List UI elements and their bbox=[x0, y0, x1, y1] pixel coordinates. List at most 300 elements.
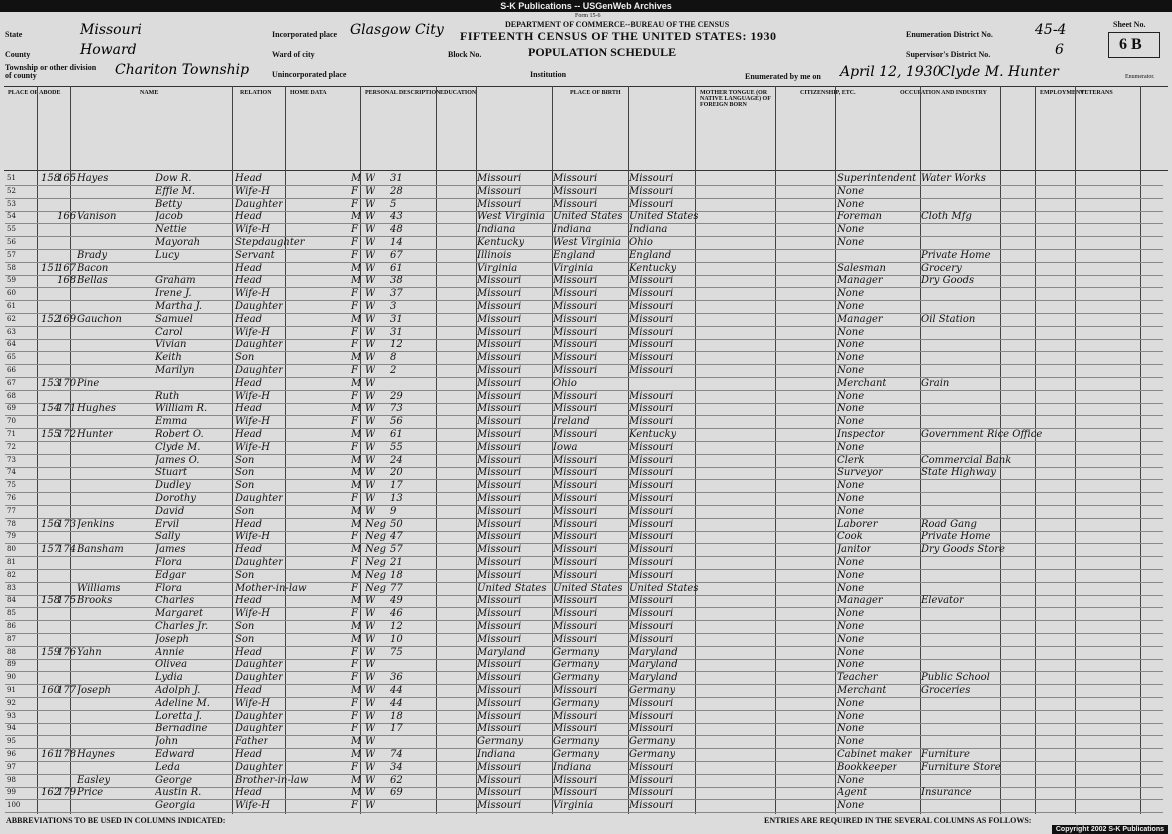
mother-birthplace: Missouri bbox=[629, 761, 674, 773]
sex: F bbox=[351, 224, 358, 236]
race: W bbox=[365, 339, 376, 351]
given-name: Jacob bbox=[155, 211, 183, 223]
industry: Private Home bbox=[921, 249, 991, 261]
father-birthplace: Missouri bbox=[553, 557, 598, 568]
given-name: Georgia bbox=[155, 800, 196, 812]
relation: Son bbox=[235, 569, 255, 581]
sex: M bbox=[351, 505, 362, 517]
age: 20 bbox=[390, 467, 403, 479]
relation: Head bbox=[235, 749, 263, 760]
state-label: State bbox=[5, 30, 23, 39]
father-birthplace: England bbox=[553, 249, 596, 261]
sex: M bbox=[351, 173, 362, 184]
race: W bbox=[365, 173, 376, 184]
age: 21 bbox=[390, 557, 403, 568]
age: 38 bbox=[390, 275, 403, 287]
race: W bbox=[365, 800, 376, 812]
line-number: 72 bbox=[7, 442, 16, 451]
dwelling-number: 152 bbox=[41, 313, 61, 325]
father-birthplace: Missouri bbox=[553, 326, 598, 338]
person-birthplace: Missouri bbox=[477, 403, 522, 415]
mother-birthplace: Missouri bbox=[629, 288, 674, 300]
given-name: Martha J. bbox=[155, 301, 202, 312]
mother-birthplace: Maryland bbox=[629, 646, 678, 658]
father-birthplace: Missouri bbox=[553, 454, 598, 466]
father-birthplace: Germany bbox=[553, 749, 600, 760]
person-birthplace: Missouri bbox=[477, 787, 522, 799]
person-birthplace: Missouri bbox=[477, 608, 522, 620]
relation: Wife-H bbox=[235, 185, 271, 197]
occupation: None bbox=[837, 774, 865, 786]
mother-birthplace: Missouri bbox=[629, 787, 674, 799]
relation: Head bbox=[235, 518, 263, 530]
relation: Father bbox=[235, 736, 269, 748]
header-top-rule bbox=[4, 86, 1168, 87]
occupation: Manager bbox=[837, 275, 883, 287]
person-birthplace: Missouri bbox=[477, 557, 522, 568]
age: 31 bbox=[390, 173, 403, 184]
person-birthplace: Missouri bbox=[477, 595, 522, 607]
father-birthplace: United States bbox=[553, 582, 623, 594]
industry: Dry Goods bbox=[921, 275, 975, 287]
mother-birthplace: Missouri bbox=[629, 313, 674, 325]
age: 28 bbox=[390, 185, 403, 197]
race: W bbox=[365, 390, 376, 402]
relation: Head bbox=[235, 429, 263, 440]
sex: F bbox=[351, 441, 358, 453]
surname: Hayes bbox=[77, 173, 109, 184]
father-birthplace: Ireland bbox=[553, 416, 590, 428]
person-birthplace: Missouri bbox=[477, 288, 522, 300]
mother-birthplace: Missouri bbox=[629, 518, 674, 530]
sex: M bbox=[351, 774, 362, 786]
line-number: 97 bbox=[7, 762, 16, 771]
sex: F bbox=[351, 301, 358, 312]
surname: Hughes bbox=[77, 403, 117, 415]
given-name: Bernadine bbox=[155, 723, 208, 735]
given-name: Lucy bbox=[155, 249, 180, 261]
unincorporated-label: Unincorporated place bbox=[272, 70, 347, 79]
occupation: None bbox=[837, 646, 865, 658]
race: W bbox=[365, 441, 376, 453]
age: 61 bbox=[390, 262, 403, 274]
line-number: 78 bbox=[7, 519, 16, 528]
occupation: Superintendent bbox=[837, 173, 917, 184]
father-birthplace: Missouri bbox=[553, 595, 598, 607]
surname: Vanison bbox=[77, 211, 117, 223]
sex: F bbox=[351, 326, 358, 338]
occupation: Clerk bbox=[837, 454, 865, 466]
incorporated-label: Incorporated place bbox=[272, 30, 338, 39]
occupation: None bbox=[837, 403, 865, 415]
given-name: Edward bbox=[155, 749, 195, 760]
township-label: Township or other division of county bbox=[5, 63, 97, 80]
person-birthplace: Missouri bbox=[477, 301, 522, 312]
relation: Wife-H bbox=[235, 608, 271, 620]
person-birthplace: Missouri bbox=[477, 505, 522, 517]
occupation: Bookkeeper bbox=[837, 761, 898, 773]
race: W bbox=[365, 480, 376, 492]
industry: Cloth Mfg bbox=[921, 211, 972, 223]
person-birthplace: Missouri bbox=[477, 697, 522, 709]
archive-title-bar: S-K Publications -- USGenWeb Archives bbox=[0, 0, 1172, 12]
dwelling-number: 158 bbox=[41, 595, 61, 607]
occupation: None bbox=[837, 301, 865, 312]
dwelling-number: 162 bbox=[41, 787, 61, 799]
occupation: None bbox=[837, 800, 865, 812]
line-number: 52 bbox=[7, 186, 16, 195]
relation: Head bbox=[235, 262, 263, 274]
occupation: None bbox=[837, 633, 865, 645]
father-birthplace: Ohio bbox=[553, 377, 577, 389]
sex: M bbox=[351, 403, 362, 415]
line-number: 60 bbox=[7, 289, 16, 298]
race: W bbox=[365, 761, 376, 773]
surname: Williams bbox=[77, 582, 121, 594]
section-employment: EMPLOYMENT bbox=[1040, 90, 1085, 96]
father-birthplace: Missouri bbox=[553, 710, 598, 722]
line-number: 64 bbox=[7, 340, 16, 349]
given-name: Dow R. bbox=[155, 173, 192, 184]
person-birthplace: Missouri bbox=[477, 723, 522, 735]
father-birthplace: Germany bbox=[553, 697, 600, 709]
person-birthplace: Missouri bbox=[477, 518, 522, 530]
industry: Insurance bbox=[921, 787, 972, 799]
enum-district-value: 45-4 bbox=[1035, 22, 1067, 38]
sex: F bbox=[351, 339, 358, 351]
occupation: None bbox=[837, 621, 865, 632]
occupation: None bbox=[837, 390, 865, 402]
given-name: Emma bbox=[155, 416, 188, 428]
age: 48 bbox=[390, 224, 403, 236]
father-birthplace: United States bbox=[553, 211, 623, 223]
mother-birthplace: Missouri bbox=[629, 557, 674, 568]
mother-birthplace: United States bbox=[629, 211, 699, 223]
line-number: 92 bbox=[7, 698, 16, 707]
race: Neg bbox=[365, 557, 387, 568]
relation: Son bbox=[235, 454, 255, 466]
mother-birthplace: Missouri bbox=[629, 569, 674, 581]
father-birthplace: Missouri bbox=[553, 173, 598, 184]
father-birthplace: Missouri bbox=[553, 301, 598, 312]
mother-birthplace: Missouri bbox=[629, 467, 674, 479]
sex: F bbox=[351, 761, 358, 773]
county-label: County bbox=[5, 50, 31, 59]
sex: F bbox=[351, 390, 358, 402]
relation: Head bbox=[235, 595, 263, 607]
mother-birthplace: Missouri bbox=[629, 326, 674, 338]
age: 9 bbox=[390, 505, 397, 517]
relation: Son bbox=[235, 352, 255, 364]
mother-birthplace: Missouri bbox=[629, 493, 674, 504]
given-name: Betty bbox=[155, 198, 182, 210]
race: W bbox=[365, 710, 376, 722]
relation: Daughter bbox=[235, 198, 283, 210]
relation: Head bbox=[235, 544, 263, 556]
line-number: 71 bbox=[7, 430, 16, 438]
given-name: John bbox=[155, 736, 178, 748]
sex: F bbox=[351, 710, 358, 722]
section-citizenship: CITIZENSHIP, ETC. bbox=[800, 90, 856, 96]
race: W bbox=[365, 288, 376, 300]
relation: Daughter bbox=[235, 723, 283, 735]
occupation: None bbox=[837, 416, 865, 428]
mother-birthplace: Missouri bbox=[629, 531, 674, 543]
sex: M bbox=[351, 787, 362, 799]
surname: Brady bbox=[77, 249, 108, 261]
family-number: 176 bbox=[57, 646, 77, 658]
line-number: 91 bbox=[7, 686, 16, 694]
sex: F bbox=[351, 800, 358, 812]
supervisor-value: 6 bbox=[1055, 42, 1064, 58]
occupation: None bbox=[837, 723, 865, 735]
mother-birthplace: England bbox=[629, 249, 672, 261]
occupation: Agent bbox=[837, 787, 867, 799]
given-name: Mayorah bbox=[155, 237, 201, 248]
dwelling-number: 153 bbox=[41, 377, 61, 389]
mother-birthplace: Missouri bbox=[629, 403, 674, 415]
age: 2 bbox=[390, 365, 397, 376]
given-name: Austin R. bbox=[155, 787, 202, 799]
race: W bbox=[365, 249, 376, 261]
occupation: Laborer bbox=[837, 518, 878, 530]
age: 46 bbox=[390, 608, 403, 620]
surname: Hunter bbox=[77, 429, 114, 440]
industry: Grain bbox=[921, 377, 950, 389]
mother-birthplace: Missouri bbox=[629, 441, 674, 453]
line-number: 82 bbox=[7, 570, 16, 579]
surname: Haynes bbox=[77, 749, 115, 760]
industry: Water Works bbox=[921, 173, 986, 184]
sex: F bbox=[351, 365, 358, 376]
sex: F bbox=[351, 185, 358, 197]
person-birthplace: Missouri bbox=[477, 377, 522, 389]
line-number: 51 bbox=[7, 174, 16, 182]
line-number: 88 bbox=[7, 647, 16, 656]
race: W bbox=[365, 467, 376, 479]
father-birthplace: Indiana bbox=[553, 761, 592, 773]
relation: Daughter bbox=[235, 365, 283, 376]
given-name: Flora bbox=[155, 582, 182, 594]
age: 55 bbox=[390, 441, 403, 453]
given-name: Clyde M. bbox=[155, 441, 201, 453]
occupation: None bbox=[837, 326, 865, 338]
occupation: None bbox=[837, 557, 865, 568]
relation: Head bbox=[235, 685, 263, 696]
given-name: Stuart bbox=[155, 467, 188, 479]
line-number: 58 bbox=[7, 263, 16, 272]
given-name: Carol bbox=[155, 326, 183, 338]
line-number: 99 bbox=[7, 788, 16, 797]
surname: Brooks bbox=[77, 595, 113, 607]
person-birthplace: Indiana bbox=[477, 749, 516, 760]
age: 57 bbox=[390, 544, 403, 556]
person-birthplace: United States bbox=[477, 582, 547, 594]
person-birthplace: Missouri bbox=[477, 672, 522, 684]
line-number: 66 bbox=[7, 366, 16, 374]
father-birthplace: Missouri bbox=[553, 774, 598, 786]
sex: F bbox=[351, 557, 358, 568]
race: W bbox=[365, 749, 376, 760]
sex: M bbox=[351, 749, 362, 760]
age: 36 bbox=[390, 672, 403, 684]
given-name: Adolph J. bbox=[155, 685, 201, 696]
race: W bbox=[365, 377, 376, 389]
occupation: Foreman bbox=[837, 211, 882, 223]
family-number: 171 bbox=[57, 403, 77, 415]
line-number: 53 bbox=[7, 199, 16, 208]
race: W bbox=[365, 365, 376, 376]
section-occupation: OCCUPATION AND INDUSTRY bbox=[900, 90, 987, 96]
sex: F bbox=[351, 582, 358, 594]
supervisor-label: Supervisor's District No. bbox=[906, 50, 991, 59]
given-name: Flora bbox=[155, 557, 182, 568]
sex: M bbox=[351, 275, 362, 287]
mother-birthplace: Missouri bbox=[629, 800, 674, 812]
mother-birthplace: Missouri bbox=[629, 633, 674, 645]
footer bbox=[4, 816, 1168, 832]
sex: M bbox=[351, 467, 362, 479]
mother-birthplace: Missouri bbox=[629, 198, 674, 210]
line-number: 70 bbox=[7, 417, 16, 426]
mother-birthplace: Missouri bbox=[629, 390, 674, 402]
relation: Son bbox=[235, 633, 255, 645]
mother-birthplace: Ohio bbox=[629, 237, 653, 248]
relation: Head bbox=[235, 646, 263, 658]
family-number: 174 bbox=[57, 544, 77, 556]
section-place-of-abode: PLACE OF ABODE bbox=[8, 90, 61, 96]
abbreviations-title: ABBREVIATIONS TO BE USED IN COLUMNS INDICATED: bbox=[6, 816, 226, 825]
given-name: Samuel bbox=[155, 313, 193, 325]
race: W bbox=[365, 787, 376, 799]
age: 62 bbox=[390, 774, 403, 786]
person-birthplace: Missouri bbox=[477, 480, 522, 492]
given-name: Dorothy bbox=[155, 493, 196, 504]
person-birthplace: Missouri bbox=[477, 467, 522, 479]
age: 29 bbox=[390, 390, 403, 402]
family-number: 165 bbox=[57, 173, 77, 184]
sex: M bbox=[351, 518, 362, 530]
person-birthplace: Missouri bbox=[477, 198, 522, 210]
relation: Servant bbox=[235, 249, 275, 261]
relation: Head bbox=[235, 377, 263, 389]
given-name: Graham bbox=[155, 275, 196, 287]
sex: M bbox=[351, 621, 362, 632]
race: W bbox=[365, 275, 376, 287]
line-number: 63 bbox=[7, 327, 16, 336]
sex: M bbox=[351, 211, 362, 223]
sex: F bbox=[351, 608, 358, 620]
sex: M bbox=[351, 633, 362, 645]
sex: F bbox=[351, 659, 358, 671]
line-number: 83 bbox=[7, 583, 16, 592]
person-birthplace: Missouri bbox=[477, 429, 522, 440]
race: Neg bbox=[365, 544, 387, 556]
relation: Daughter bbox=[235, 710, 283, 722]
given-name: Irene J. bbox=[155, 288, 192, 300]
father-birthplace: Missouri bbox=[553, 480, 598, 492]
line-number: 81 bbox=[7, 558, 16, 566]
father-birthplace: Germany bbox=[553, 659, 600, 671]
sex: M bbox=[351, 569, 362, 581]
sex: M bbox=[351, 377, 362, 389]
mother-birthplace: Missouri bbox=[629, 301, 674, 312]
occupation: None bbox=[837, 569, 865, 581]
occupation: None bbox=[837, 224, 865, 236]
age: 74 bbox=[390, 749, 403, 760]
line-number: 80 bbox=[7, 545, 16, 554]
age: 49 bbox=[390, 595, 403, 607]
sex: M bbox=[351, 313, 362, 325]
family-number: 166 bbox=[57, 211, 77, 223]
occupation: Surveyor bbox=[837, 467, 884, 479]
township-value: Chariton Township bbox=[115, 62, 250, 78]
mother-birthplace: Missouri bbox=[629, 480, 674, 492]
race: W bbox=[365, 685, 376, 696]
given-name: Nettie bbox=[155, 224, 187, 236]
race: Neg bbox=[365, 518, 387, 530]
given-name: Leda bbox=[155, 761, 180, 773]
age: 75 bbox=[390, 646, 403, 658]
age: 17 bbox=[390, 480, 403, 492]
relation: Son bbox=[235, 480, 255, 492]
given-name: Vivian bbox=[155, 339, 187, 351]
race: W bbox=[365, 237, 376, 248]
relation: Head bbox=[235, 275, 263, 287]
person-birthplace: Missouri bbox=[477, 326, 522, 338]
family-number: 179 bbox=[57, 787, 77, 799]
occupation: None bbox=[837, 441, 865, 453]
relation: Mother-in-law bbox=[235, 582, 307, 594]
age: 3 bbox=[390, 301, 397, 312]
father-birthplace: Missouri bbox=[553, 275, 598, 287]
father-birthplace: Missouri bbox=[553, 685, 598, 696]
mother-birthplace: Missouri bbox=[629, 608, 674, 620]
industry: Groceries bbox=[921, 685, 971, 696]
person-birthplace: Virginia bbox=[477, 262, 518, 274]
sex: M bbox=[351, 262, 362, 274]
sex: M bbox=[351, 595, 362, 607]
age: 56 bbox=[390, 416, 403, 428]
line-number: 85 bbox=[7, 609, 16, 618]
line-number: 65 bbox=[7, 353, 16, 362]
sex: M bbox=[351, 480, 362, 492]
occupation: None bbox=[837, 480, 865, 492]
relation: Head bbox=[235, 211, 263, 223]
line-number: 86 bbox=[7, 622, 16, 630]
sex: M bbox=[351, 736, 362, 748]
occupation: Manager bbox=[837, 313, 883, 325]
dwelling-number: 161 bbox=[41, 749, 61, 760]
age: 47 bbox=[390, 531, 403, 543]
race: W bbox=[365, 659, 376, 671]
given-name: Dudley bbox=[155, 480, 191, 492]
age: 12 bbox=[390, 339, 403, 351]
section-place-of-birth: PLACE OF BIRTH bbox=[570, 90, 621, 96]
race: W bbox=[365, 198, 376, 210]
section-mother-tongue: MOTHER TONGUE (OR NATIVE LANGUAGE) OF FOREIGN BORN bbox=[700, 90, 771, 108]
race: W bbox=[365, 505, 376, 517]
mother-birthplace: Missouri bbox=[629, 352, 674, 364]
occupation: Cook bbox=[837, 531, 863, 543]
person-birthplace: Missouri bbox=[477, 493, 522, 504]
surname: Bansham bbox=[77, 544, 124, 556]
age: 10 bbox=[390, 633, 403, 645]
mother-birthplace: Missouri bbox=[629, 710, 674, 722]
race: Neg bbox=[365, 569, 387, 581]
race: W bbox=[365, 429, 376, 440]
industry: Private Home bbox=[921, 531, 991, 543]
